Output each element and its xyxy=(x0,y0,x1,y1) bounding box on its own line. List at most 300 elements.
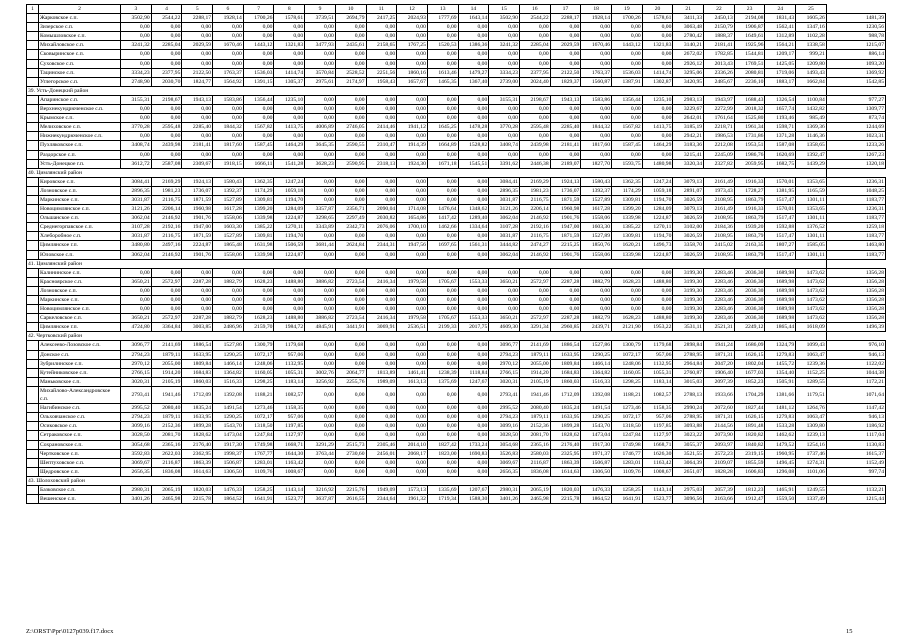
value-cell: 1664,89 xyxy=(427,141,458,150)
value-cell: 1836,08 xyxy=(151,467,182,476)
value-cell: 1318,50 xyxy=(243,422,274,431)
value-cell: 1605,26 xyxy=(796,14,827,23)
value-cell: 1883,17 xyxy=(765,77,796,86)
value-cell: 1666,11 xyxy=(243,159,274,168)
value-cell: 1705,67 xyxy=(427,314,458,323)
value-cell: 1882,79 xyxy=(213,314,244,323)
value-cell: 0,00 xyxy=(335,250,366,259)
value-cell: 0,00 xyxy=(581,286,612,295)
value-cell: 1165,59 xyxy=(796,186,827,195)
value-cell: 1561,31 xyxy=(458,241,489,250)
value-cell: 1100,84 xyxy=(796,95,827,104)
value-cell: 999,21 xyxy=(796,50,827,59)
value-cell: 1517,47 xyxy=(765,195,796,204)
value-cell: 0,00 xyxy=(489,23,520,32)
value-cell: 0,00 xyxy=(550,150,581,159)
settlement-name: Углегорское с.п. xyxy=(39,77,121,86)
value-cell: 1536,03 xyxy=(612,68,643,77)
value-cell: 0,00 xyxy=(335,186,366,195)
value-cell: 1587,08 xyxy=(765,141,796,150)
settlement-row xyxy=(27,50,886,59)
value-cell: 1567,82 xyxy=(612,123,643,132)
value-cell: 1055,31 xyxy=(274,368,305,377)
value-cell: 1527,89 xyxy=(581,195,612,204)
value-cell: 2439,98 xyxy=(151,141,182,150)
value-cell: 2544,22 xyxy=(151,14,182,23)
settlement-name: Суховское с.п. xyxy=(39,59,121,68)
value-cell: 3028,50 xyxy=(121,431,152,440)
value-cell: 1488,80 xyxy=(274,277,305,286)
value-cell: 1290,25 xyxy=(213,350,244,359)
value-cell: 1644,30 xyxy=(274,449,305,458)
value-cell: 1916,33 xyxy=(734,177,765,186)
value-cell: 2766,15 xyxy=(489,368,520,377)
value-cell: 0,00 xyxy=(581,50,612,59)
value-cell: 1714,08 xyxy=(397,205,428,214)
value-cell: 0,00 xyxy=(458,458,489,467)
settlement-row xyxy=(27,95,886,104)
value-cell: 0,00 xyxy=(427,50,458,59)
value-cell: 0,00 xyxy=(550,286,581,295)
value-cell: 1593,75 xyxy=(612,159,643,168)
value-cell: 0,00 xyxy=(243,268,274,277)
value-cell: 1545,51 xyxy=(458,159,489,168)
value-cell: 1273,46 xyxy=(243,404,274,413)
value-cell: 1506,87 xyxy=(213,458,244,467)
value-cell: 0,00 xyxy=(427,422,458,431)
value-cell: 1933,66 xyxy=(704,386,735,403)
value-cell: 1700,26 xyxy=(243,14,274,23)
value-cell: 1761,64 xyxy=(704,114,735,123)
value-cell: 0,00 xyxy=(427,268,458,277)
header-cell: 10 xyxy=(335,5,366,14)
value-cell: 2159,70 xyxy=(243,323,274,332)
value-cell: 0,00 xyxy=(458,359,489,368)
value-cell: 1617,28 xyxy=(581,205,612,214)
value-cell: 1578,61 xyxy=(642,14,673,23)
value-cell: 1670,46 xyxy=(213,41,244,50)
settlement-row xyxy=(27,485,886,494)
value-cell: 1914,20 xyxy=(151,368,182,377)
value-cell: 0,00 xyxy=(366,286,397,295)
value-cell: 2622,03 xyxy=(151,449,182,458)
value-cell: 2141,69 xyxy=(151,341,182,350)
value-cell: 0,00 xyxy=(519,296,550,305)
value-cell: 0,00 xyxy=(427,114,458,123)
value-cell: 2081,70 xyxy=(151,431,182,440)
value-cell: 2356,71 xyxy=(335,205,366,214)
value-cell: 1488,80 xyxy=(642,314,673,323)
value-cell: 1517,47 xyxy=(765,232,796,241)
row-number-cell xyxy=(27,386,39,403)
value-cell: 1831,43 xyxy=(765,14,796,23)
value-cell: 1737,46 xyxy=(796,449,827,458)
value-cell: 3291,29 xyxy=(305,440,336,449)
value-cell: 1174,29 xyxy=(612,186,643,195)
settlement-name: Осиковское с.п. xyxy=(39,422,121,431)
value-cell: 1160,05 xyxy=(243,368,274,377)
value-cell: 0,00 xyxy=(305,305,336,314)
value-cell: 2218,71 xyxy=(704,123,735,132)
value-cell: 1631,98 xyxy=(243,241,274,250)
value-cell: 2417,25 xyxy=(366,14,397,23)
value-cell: 4006,89 xyxy=(305,123,336,132)
value-cell: 2152,36 xyxy=(519,422,550,431)
row-number-cell xyxy=(27,422,39,431)
value-cell: 1914,20 xyxy=(519,368,550,377)
value-cell: 0,00 xyxy=(151,150,182,159)
value-cell: 1284,09 xyxy=(274,205,305,214)
value-cell: 946,13 xyxy=(826,350,885,359)
value-cell: 0,00 xyxy=(305,114,336,123)
value-cell: 0,00 xyxy=(305,404,336,413)
value-cell: 2694,79 xyxy=(335,14,366,23)
row-number-cell xyxy=(27,195,39,204)
value-cell: 1072,17 xyxy=(243,350,274,359)
value-cell: 1712,09 xyxy=(182,386,213,403)
value-cell: 2794,23 xyxy=(489,350,520,359)
value-cell: 1385,22 xyxy=(612,223,643,232)
value-cell: 0,00 xyxy=(305,386,336,403)
value-cell: 0,00 xyxy=(612,59,643,68)
settlement-row xyxy=(27,350,886,359)
value-cell: 2059,95 xyxy=(734,159,765,168)
value-cell: 1763,37 xyxy=(581,68,612,77)
value-cell: 1863,39 xyxy=(550,458,581,467)
value-cell: 1901,76 xyxy=(550,250,581,259)
settlement-name: Чертковское с.п. xyxy=(39,449,121,458)
value-cell: 1807,27 xyxy=(765,241,796,250)
value-cell: 1899,28 xyxy=(182,422,213,431)
value-cell: 2342,73 xyxy=(335,223,366,232)
settlement-name: Калининское с.п. xyxy=(39,268,121,277)
value-cell: 2309,67 xyxy=(182,159,213,168)
value-cell: 0,00 xyxy=(151,50,182,59)
value-cell: 1981,23 xyxy=(519,186,550,195)
value-cell: 1309,81 xyxy=(612,195,643,204)
value-cell: 2975,03 xyxy=(673,485,704,494)
value-cell: 1863,79 xyxy=(734,232,765,241)
value-cell: 4724,80 xyxy=(121,323,152,332)
settlement-row xyxy=(27,377,886,386)
value-cell: 0,00 xyxy=(397,32,428,41)
value-cell: 1888,37 xyxy=(704,32,735,41)
value-cell: 0,00 xyxy=(151,268,182,277)
value-cell: 1367,40 xyxy=(458,77,489,86)
value-cell: 1163,42 xyxy=(274,458,305,467)
value-cell: 1387,91 xyxy=(612,77,643,86)
value-cell: 2181,41 xyxy=(182,141,213,150)
value-cell: 0,00 xyxy=(274,105,305,114)
value-cell: 3031,87 xyxy=(121,195,152,204)
value-cell: 2116,75 xyxy=(519,232,550,241)
value-cell: 873,74 xyxy=(826,114,885,123)
value-cell: 0,00 xyxy=(243,23,274,32)
value-cell: 2215,78 xyxy=(182,495,213,504)
value-cell: 2169,29 xyxy=(151,177,182,186)
value-cell: 2146,92 xyxy=(519,214,550,223)
value-cell: 1689,98 xyxy=(765,268,796,277)
value-cell: 1132,95 xyxy=(642,359,673,368)
value-cell: 1960,98 xyxy=(550,205,581,214)
value-cell: 1364,82 xyxy=(581,368,612,377)
row-number-cell xyxy=(27,495,39,504)
value-cell: 1479,52 xyxy=(765,440,796,449)
value-cell: 3521,55 xyxy=(673,449,704,458)
value-cell: 2017,75 xyxy=(458,323,489,332)
settlement-row xyxy=(27,296,886,305)
value-cell: 1677,03 xyxy=(734,368,765,377)
value-cell: 0,00 xyxy=(397,195,428,204)
value-cell: 2793,41 xyxy=(489,386,520,403)
value-cell: 1476,64 xyxy=(427,205,458,214)
settlement-row xyxy=(27,77,886,86)
value-cell: 0,00 xyxy=(121,305,152,314)
value-cell: 2285,40 xyxy=(182,123,213,132)
settlement-name: Цимлянское г.п. xyxy=(39,323,121,332)
value-cell: 1924,13 xyxy=(550,177,581,186)
settlement-name: Хлеборобное с.п. xyxy=(39,232,121,241)
settlement-row xyxy=(27,277,886,286)
value-cell: 1860,03 xyxy=(550,377,581,386)
value-cell: 1334,64 xyxy=(458,223,489,232)
value-cell: 0,00 xyxy=(335,386,366,403)
value-cell: 2746,05 xyxy=(335,123,366,132)
value-cell: 1158,35 xyxy=(274,404,305,413)
row-number-cell xyxy=(27,105,39,114)
settlement-row xyxy=(27,105,886,114)
value-cell: 1044,38 xyxy=(826,368,885,377)
value-cell: 0,00 xyxy=(335,105,366,114)
value-cell: 2975,61 xyxy=(305,77,336,86)
value-cell: 1820,03 xyxy=(550,485,581,494)
value-cell: 1152,25 xyxy=(796,368,827,377)
value-cell: 1193,46 xyxy=(765,114,796,123)
value-cell: 1668,71 xyxy=(642,440,673,449)
value-cell: 0,00 xyxy=(397,186,428,195)
row-number-cell xyxy=(27,458,39,467)
value-cell: 1320,18 xyxy=(826,159,885,168)
value-cell: 2365,16 xyxy=(151,440,182,449)
value-cell: 0,00 xyxy=(305,59,336,68)
row-number-cell xyxy=(27,141,39,150)
value-cell: 1312,89 xyxy=(765,32,796,41)
value-cell: 0,00 xyxy=(335,422,366,431)
value-cell: 1392,37 xyxy=(581,186,612,195)
row-number-cell xyxy=(27,341,39,350)
value-cell: 0,00 xyxy=(366,305,397,314)
value-cell: 1628,23 xyxy=(612,314,643,323)
settlement-row xyxy=(27,132,886,141)
value-cell: 3199,30 xyxy=(673,314,704,323)
value-cell: 1109,76 xyxy=(243,467,274,476)
value-cell: 0,00 xyxy=(458,95,489,104)
value-cell: 3062,04 xyxy=(121,214,152,223)
value-cell: 3026,59 xyxy=(673,250,704,259)
value-cell: 2990,24 xyxy=(673,404,704,413)
value-cell: 3650,21 xyxy=(489,314,520,323)
value-cell: 0,00 xyxy=(427,359,458,368)
value-cell: 1425,05 xyxy=(765,59,796,68)
value-cell: 1689,98 xyxy=(765,286,796,295)
value-cell: 1055,31 xyxy=(642,368,673,377)
value-cell: 0,00 xyxy=(397,95,428,104)
settlement-row xyxy=(27,422,886,431)
value-cell: 2146,92 xyxy=(151,214,182,223)
value-cell: 1236,31 xyxy=(826,177,885,186)
value-cell: 1183,14 xyxy=(642,377,673,386)
value-cell: 1588,30 xyxy=(458,495,489,504)
row-number-cell xyxy=(27,404,39,413)
value-cell: 1583,86 xyxy=(581,95,612,104)
value-cell: 4845,91 xyxy=(305,323,336,332)
value-cell: 0,00 xyxy=(121,286,152,295)
value-cell: 985,49 xyxy=(796,114,827,123)
value-cell: 2249,12 xyxy=(734,323,765,332)
settlement-name: Нагибинское с.п. xyxy=(39,404,121,413)
value-cell: 0,00 xyxy=(121,114,152,123)
value-cell: 1321,83 xyxy=(642,41,673,50)
value-cell: 4609,30 xyxy=(489,323,520,332)
district-title: 43. Шолоховский район xyxy=(27,476,827,485)
value-cell: 0,00 xyxy=(458,59,489,68)
value-cell: 0,00 xyxy=(213,132,244,141)
value-cell: 3026,59 xyxy=(673,214,704,223)
value-cell: 1464,29 xyxy=(642,141,673,150)
value-cell: 1224,87 xyxy=(642,250,673,259)
value-cell: 1172,21 xyxy=(826,377,885,386)
row-number-cell xyxy=(27,223,39,232)
value-cell: 3770,28 xyxy=(489,123,520,132)
value-cell: 1719,34 xyxy=(427,495,458,504)
value-cell: 3155,31 xyxy=(121,95,152,104)
value-cell: 1633,95 xyxy=(182,413,213,422)
value-cell: 1912,47 xyxy=(734,495,765,504)
value-cell: 1633,95 xyxy=(550,413,581,422)
value-cell: 1473,62 xyxy=(796,314,827,323)
value-cell: 3102,00 xyxy=(673,223,704,232)
value-cell: 1339,98 xyxy=(243,250,274,259)
value-cell: 0,00 xyxy=(581,150,612,159)
value-cell: 0,00 xyxy=(366,359,397,368)
value-cell: 0,00 xyxy=(612,268,643,277)
value-cell: 1560,87 xyxy=(581,77,612,86)
value-cell: 1008,67 xyxy=(274,467,305,476)
value-cell: 1215,07 xyxy=(826,41,885,50)
value-cell: 3886,82 xyxy=(305,277,336,286)
value-cell: 1188,21 xyxy=(243,386,274,403)
value-cell: 1570,01 xyxy=(765,205,796,214)
value-cell: 0,00 xyxy=(612,114,643,123)
value-cell: 3096,77 xyxy=(489,341,520,350)
value-cell: 1863,79 xyxy=(734,195,765,204)
value-cell: 1879,11 xyxy=(519,413,550,422)
value-cell: 1882,79 xyxy=(581,314,612,323)
value-cell: 0,00 xyxy=(581,59,612,68)
value-cell: 3628,23 xyxy=(305,159,336,168)
value-cell: 1194,70 xyxy=(274,195,305,204)
value-cell: 1809,84 xyxy=(550,359,581,368)
value-cell: 0,00 xyxy=(642,296,673,305)
settlement-row xyxy=(27,141,886,150)
value-cell: 1925,96 xyxy=(734,41,765,50)
value-cell: 3079,13 xyxy=(673,205,704,214)
value-cell: 1235,10 xyxy=(642,95,673,104)
value-cell: 1301,11 xyxy=(796,232,827,241)
value-cell: 3015,03 xyxy=(673,377,704,386)
value-cell: 3084,41 xyxy=(121,177,152,186)
value-cell: 0,00 xyxy=(612,286,643,295)
value-cell: 2780,42 xyxy=(673,32,704,41)
value-cell: 3770,28 xyxy=(121,123,152,132)
value-cell: 0,00 xyxy=(274,132,305,141)
value-cell: 1476,33 xyxy=(213,485,244,494)
value-cell: 2116,87 xyxy=(519,458,550,467)
value-cell: 0,00 xyxy=(274,296,305,305)
value-cell: 1906,40 xyxy=(704,368,735,377)
value-cell: 2344,64 xyxy=(366,495,397,504)
value-cell: 1570,01 xyxy=(765,177,796,186)
value-cell: 2055,00 xyxy=(519,359,550,368)
value-cell: 0,00 xyxy=(335,341,366,350)
value-cell: 0,00 xyxy=(305,250,336,259)
value-cell: 0,00 xyxy=(335,359,366,368)
value-cell: 1520,53 xyxy=(427,41,458,50)
value-cell: 0,00 xyxy=(458,413,489,422)
value-cell: 3502,90 xyxy=(121,14,152,23)
value-cell: 1258,25 xyxy=(243,485,274,494)
value-cell: 0,00 xyxy=(397,50,428,59)
value-cell: 0,00 xyxy=(335,413,366,422)
value-cell: 1728,27 xyxy=(734,186,765,195)
value-cell: 0,00 xyxy=(274,32,305,41)
header-cell: 2 xyxy=(39,5,121,14)
value-cell: 0,00 xyxy=(458,386,489,403)
value-cell: 2730,60 xyxy=(335,449,366,458)
settlement-name: Раздорское с.п. xyxy=(39,150,121,159)
value-cell: 1587,45 xyxy=(612,141,643,150)
value-cell: 0,00 xyxy=(366,177,397,186)
value-cell: 1093,20 xyxy=(826,59,885,68)
value-cell: 0,00 xyxy=(182,114,213,123)
value-cell: 1183,77 xyxy=(826,250,885,259)
row-number-cell xyxy=(27,449,39,458)
value-cell: 2184,36 xyxy=(704,223,735,232)
settlement-row xyxy=(27,68,886,77)
value-cell: 1230,56 xyxy=(826,23,885,32)
value-cell: 0,00 xyxy=(427,413,458,422)
value-cell: 1356,44 xyxy=(243,95,274,104)
value-cell: 0,00 xyxy=(151,23,182,32)
value-cell: 1527,89 xyxy=(213,195,244,204)
value-cell: 1865,44 xyxy=(765,323,796,332)
value-cell: 1613,13 xyxy=(397,377,428,386)
value-cell: 1657,74 xyxy=(765,105,796,114)
value-cell: 1812,23 xyxy=(734,485,765,494)
value-cell: 0,00 xyxy=(519,50,550,59)
value-cell: 0,00 xyxy=(397,105,428,114)
settlement-row xyxy=(27,14,886,23)
value-cell: 0,00 xyxy=(305,132,336,141)
value-cell: 1864,52 xyxy=(213,495,244,504)
value-cell: 2122,50 xyxy=(182,68,213,77)
value-cell: 0,00 xyxy=(182,286,213,295)
value-cell: 1194,70 xyxy=(274,232,305,241)
value-cell: 1071,64 xyxy=(826,386,885,403)
value-cell: 2415,02 xyxy=(704,241,735,250)
value-cell: 1476,33 xyxy=(581,485,612,494)
value-cell: 2198,67 xyxy=(151,95,182,104)
